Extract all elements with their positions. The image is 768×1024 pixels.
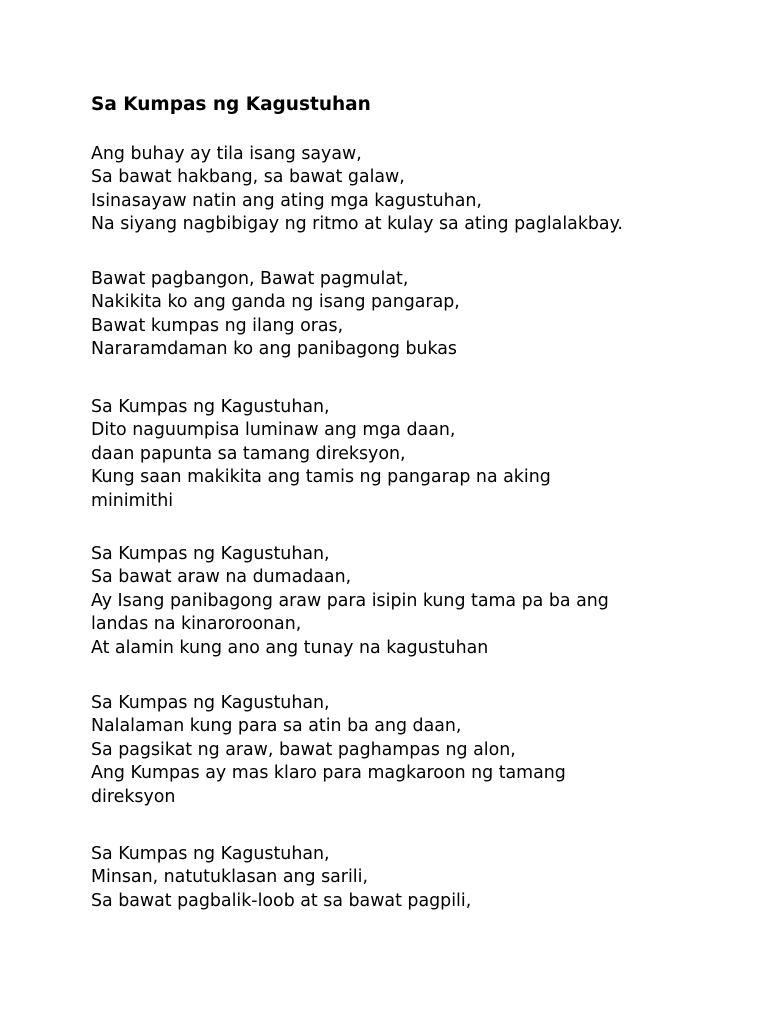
stanza-line: Sa bawat pagbalik-loob at sa bawat pagpili, xyxy=(91,890,472,911)
stanza-line: Nakikita ko ang ganda ng isang pangarap, xyxy=(91,292,460,313)
stanza-line: daan papunta sa tamang direksyon, xyxy=(91,443,406,464)
stanza-line: landas na kinaroroonan, xyxy=(91,614,302,635)
stanza-line: Isinasayaw natin ang ating mga kagustuhan, xyxy=(91,190,482,211)
stanza-line: direksyon xyxy=(91,786,176,807)
stanza-line: Nalalaman kung para sa atin ba ang daan, xyxy=(91,716,462,737)
stanza-line: Sa bawat araw na dumadaan, xyxy=(91,567,352,588)
stanza-line: Kung saan makikita ang tamis ng pangarap na aking xyxy=(91,467,551,488)
stanza-line: Sa Kumpas ng Kagustuhan, xyxy=(91,844,330,864)
stanza-line: Na siyang nagbibigay ng ritmo at kulay sa ating paglalakbay. xyxy=(91,214,623,235)
stanza-line: Bawat kumpas ng ilang oras, xyxy=(91,315,344,336)
poem-title: Sa Kumpas ng Kagustuhan xyxy=(91,94,371,115)
stanza-line: minimithi xyxy=(91,490,174,511)
stanza-6 xyxy=(91,843,731,913)
stanza-line: At alamin kung ano ang tunay na kagustuhan xyxy=(91,637,489,658)
stanza-line: Sa Kumpas ng Kagustuhan, xyxy=(91,544,330,564)
stanza-line: Bawat pagbangon, Bawat pagmulat, xyxy=(91,269,409,289)
stanza-line: Sa pagsikat ng araw, bawat paghampas ng alon, xyxy=(91,739,516,760)
stanza-line: Ang buhay ay tila isang sayaw, xyxy=(91,144,362,164)
stanza-line: Sa Kumpas ng Kagustuhan, xyxy=(91,397,330,417)
stanza-1 xyxy=(91,143,731,237)
stanza-5 xyxy=(91,692,731,809)
stanza-line: Ay Isang panibagong araw para isipin kung tama pa ba ang xyxy=(91,590,609,611)
stanza-2 xyxy=(91,268,731,362)
stanza-4 xyxy=(91,543,731,660)
stanza-line: Sa Kumpas ng Kagustuhan, xyxy=(91,693,330,713)
stanza-line: Sa bawat hakbang, sa bawat galaw, xyxy=(91,167,405,188)
stanza-line: Dito naguumpisa luminaw ang mga daan, xyxy=(91,420,456,441)
stanza-line: Ang Kumpas ay mas klaro para magkaroon ng tamang xyxy=(91,763,566,784)
stanza-line: Minsan, natutuklasan ang sarili, xyxy=(91,867,368,888)
stanza-line: Nararamdaman ko ang panibagong bukas xyxy=(91,339,457,360)
stanza-3 xyxy=(91,396,731,513)
